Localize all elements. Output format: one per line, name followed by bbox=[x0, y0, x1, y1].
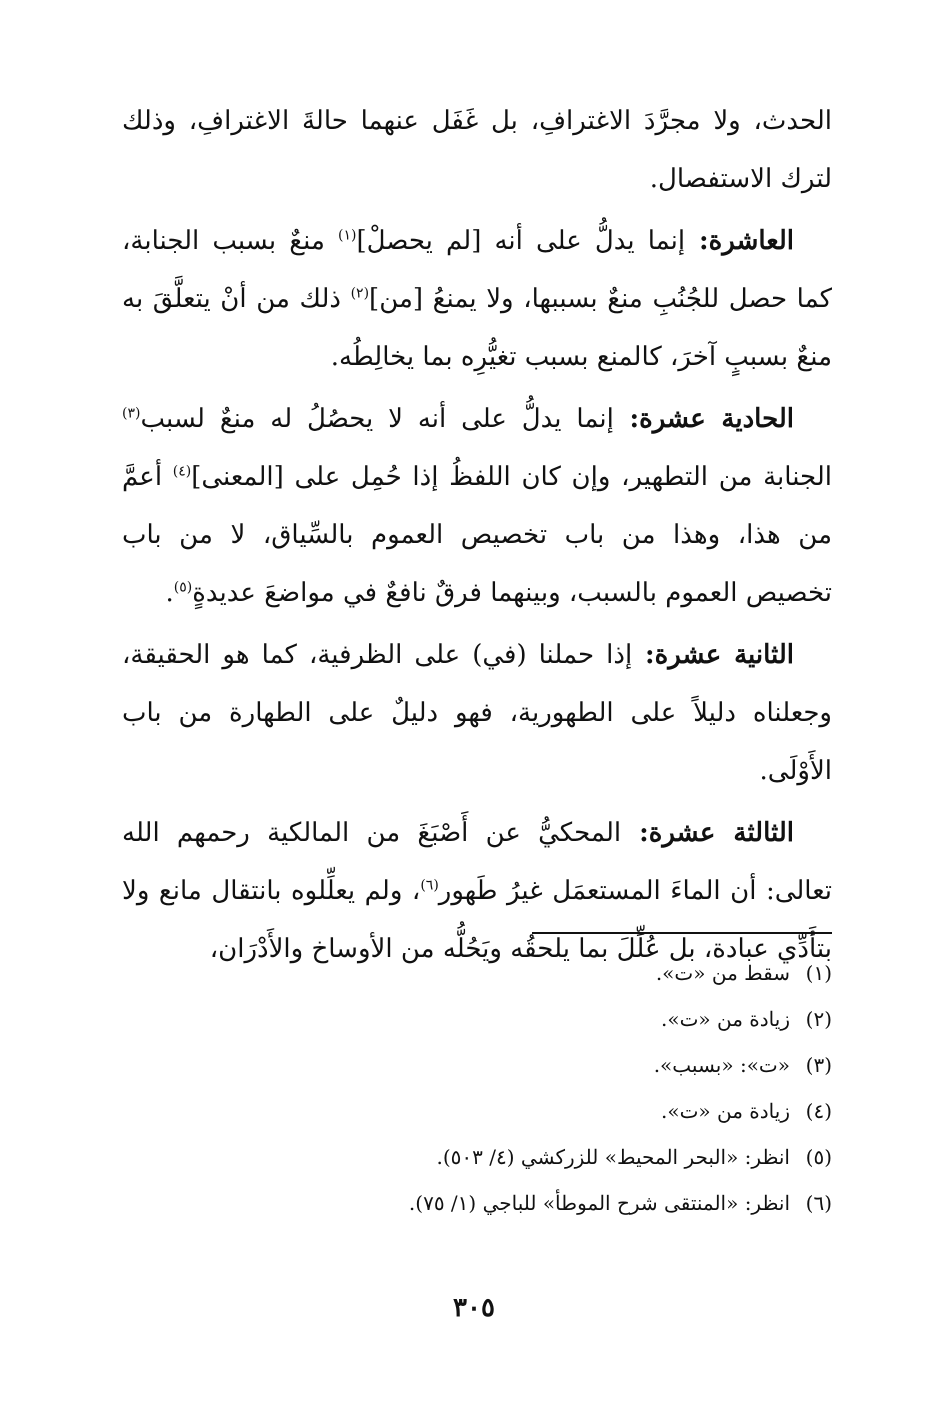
paragraph-heading: العاشرة: bbox=[685, 226, 794, 256]
paragraph-text: منعٌ بسبب الجنابة، كما حصل للجُنُبِ منعٌ بسببها، ولا يمنعُ [من] bbox=[122, 226, 832, 314]
paragraph-text: الجنابة من التطهير، وإن كان اللفظُ إذا حُمِل على [المعنى] bbox=[191, 462, 832, 492]
page-number: ٣٠٥ bbox=[453, 1293, 495, 1323]
footnote-number: (٥) bbox=[805, 1145, 832, 1169]
footnote-text: انظر: «البحر المحيط» للزركشي (٤/ ٥٠٣). bbox=[436, 1145, 790, 1169]
footnote-text: سقط من «ت». bbox=[655, 961, 790, 985]
footnote-separator bbox=[532, 932, 832, 934]
main-text bbox=[122, 92, 832, 982]
footnote bbox=[200, 1134, 832, 1180]
footnote-text: زيادة من «ت». bbox=[660, 1099, 790, 1123]
footnote-text: زيادة من «ت». bbox=[660, 1007, 790, 1031]
footnote bbox=[200, 1180, 832, 1226]
footnote-ref: (١) bbox=[338, 227, 357, 244]
paragraph-text: المحكيُّ عن أَصْبَغَ من المالكية رحمهم الله تعالى: أن الماءَ المستعمَل غيرُ طَهور bbox=[122, 818, 833, 906]
paragraph bbox=[122, 626, 832, 800]
paragraph-heading: الثالثة عشرة: bbox=[621, 818, 795, 848]
footnote bbox=[200, 950, 832, 996]
footnote-number: (١) bbox=[805, 961, 832, 985]
footnotes-list bbox=[200, 950, 832, 1226]
paragraph-text: ، ولم يعلِّلوه بانتقال مانع ولا بتأَدِّي عبادة، بل عُلِّلَ بما يلحقُه ويَحُلُّه من الأوساخ والأَدْرَان، bbox=[122, 876, 832, 964]
footnote bbox=[200, 1042, 832, 1088]
paragraph bbox=[122, 390, 832, 622]
footnote-number: (٦) bbox=[805, 1191, 832, 1215]
paragraph-text: إذا حملنا (في) على الظرفية، كما هو الحقيقة، وجعلناه دليلاً على الطهورية، فهو دليلٌ على الطهارة من باب الأَوْلَى. bbox=[122, 640, 832, 786]
footnote-number: (٢) bbox=[805, 1007, 832, 1031]
footnote-number: (٣) bbox=[805, 1053, 832, 1077]
paragraph-text: أعمَّ من هذا، وهذا من باب تخصيص العموم بالسِّياق، لا من باب تخصيص العموم بالسبب، وبينهما فرقٌ نافعٌ في مواضعَ عديدةٍ bbox=[122, 462, 832, 608]
paragraph bbox=[122, 212, 832, 386]
footnote-text: «ت»: «بسبب». bbox=[653, 1053, 790, 1077]
footnote-ref: (٤) bbox=[172, 463, 192, 480]
paragraph bbox=[122, 92, 832, 208]
paragraph-text: إنما يدلُّ على أنه لا يحصُلُ له منعٌ لسبب bbox=[140, 404, 614, 434]
paragraph-heading: الحادية عشرة: bbox=[613, 404, 795, 434]
paragraph-text: إنما يدلُّ على أنه [لم يحصلْ] bbox=[356, 226, 686, 256]
footnote-text: انظر: «المنتقى شرح الموطأ» للباجي (١/ ٧٥). bbox=[408, 1191, 790, 1215]
footnote-ref: (٣) bbox=[122, 405, 141, 422]
paragraph-text: الحدث، ولا مجرَّدَ الاغترافِ، بل غَفَل عنهما حالةَ الاغترافِ، وذلك لترك الاستفصال. bbox=[122, 106, 832, 194]
paragraph-text: . bbox=[165, 578, 174, 608]
footnote-number: (٤) bbox=[805, 1099, 832, 1123]
footnote-ref: (٢) bbox=[350, 285, 370, 302]
paragraph-heading: الثانية عشرة: bbox=[632, 640, 795, 670]
footnote bbox=[200, 996, 832, 1042]
paragraph-text: ذلك من أنْ يتعلَّقَ به منعٌ بسببٍ آخرَ، كالمنع بسبب تغيُّرِه بما يخالِطُه. bbox=[122, 284, 832, 372]
footnote-ref: (٥) bbox=[173, 579, 193, 596]
footnote bbox=[200, 1088, 832, 1134]
footnote-ref: (٦) bbox=[420, 877, 439, 894]
